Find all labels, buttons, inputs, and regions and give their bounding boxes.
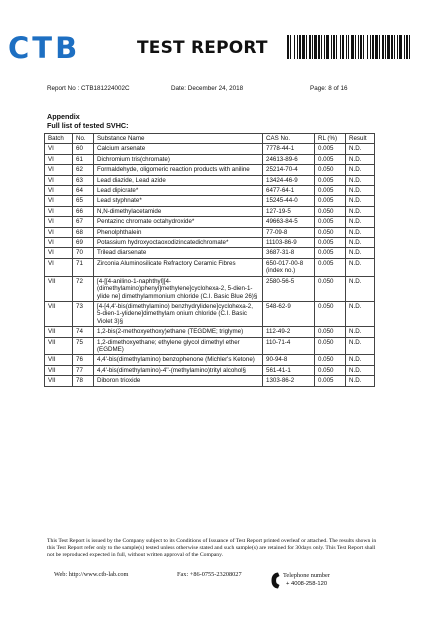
svhc-list-title: Full list of tested SVHC: — [47, 121, 129, 130]
cas-number-cell: 6477-64-1 — [263, 186, 315, 196]
cas-number-cell: 13424-46-9 — [263, 175, 315, 185]
column-header-cas-no: CAS No. — [263, 134, 315, 144]
table-row — [45, 301, 375, 326]
result-cell: N.D. — [346, 144, 375, 154]
cas-number-cell: 90-94-8 — [263, 355, 315, 365]
row-number-cell: 72 — [73, 276, 94, 301]
result-cell: N.D. — [346, 258, 375, 276]
row-number-cell: 78 — [73, 376, 94, 386]
row-batch-cell: VI — [45, 258, 73, 276]
page-number: Page: 8 of 16 — [310, 85, 348, 92]
row-batch-cell: VII — [45, 301, 73, 326]
substance-name-cell: 4,4'-bis(dimethylamino) benzophenone (Michler's Ketone) — [94, 355, 263, 365]
row-number-cell: 60 — [73, 144, 94, 154]
row-number-cell: 67 — [73, 217, 94, 227]
substance-name-cell: N,N-dimethylacetamide — [94, 206, 263, 216]
result-cell: N.D. — [346, 248, 375, 258]
cas-number-cell: 11103-86-9 — [263, 238, 315, 248]
result-cell: N.D. — [346, 276, 375, 301]
rl-value-cell: 0.050 — [315, 276, 346, 301]
row-number-cell: 70 — [73, 248, 94, 258]
report-title: TEST REPORT — [137, 38, 268, 58]
row-number-cell: 65 — [73, 196, 94, 206]
column-header-result: Result — [346, 134, 375, 144]
table-header-row — [45, 134, 375, 144]
result-cell: N.D. — [346, 227, 375, 237]
report-date: Date: December 24, 2018 — [171, 85, 244, 92]
cas-number-cell: 1303-86-2 — [263, 376, 315, 386]
substance-name-cell: Diboron trioxide — [94, 376, 263, 386]
barcode-icon — [287, 35, 413, 59]
rl-value-cell: 0.050 — [315, 227, 346, 237]
rl-value-cell: 0.005 — [315, 186, 346, 196]
row-batch-cell: VI — [45, 206, 73, 216]
substance-name-cell: [4-[4,4'-bis(dimethylamino) benzhydrylidene]cyclohexa-2, 5-dien-1-ylidene]dimethylam onium chloride (C.I. Basic Violet 3)§ — [94, 301, 263, 326]
cas-number-cell: 650-017-00-8 (index no.) — [263, 258, 315, 276]
column-header-batch: Batch — [45, 134, 73, 144]
result-cell: N.D. — [346, 186, 375, 196]
rl-value-cell: 0.050 — [315, 365, 346, 375]
table-row — [45, 165, 375, 175]
cas-number-cell: 49663-84-5 — [263, 217, 315, 227]
row-number-cell: 75 — [73, 337, 94, 355]
report-number: Report No : CTB181224002C — [47, 85, 130, 92]
cas-number-cell: 77-09-8 — [263, 227, 315, 237]
row-batch-cell: VII — [45, 355, 73, 365]
table-row — [45, 376, 375, 386]
row-batch-cell: VI — [45, 238, 73, 248]
cas-number-cell: 3687-31-8 — [263, 248, 315, 258]
cas-number-cell: 15245-44-0 — [263, 196, 315, 206]
substance-name-cell: Dichromium tris(chromate) — [94, 154, 263, 164]
cas-number-cell: 25214-70-4 — [263, 165, 315, 175]
row-number-cell: 76 — [73, 355, 94, 365]
row-number-cell: 61 — [73, 154, 94, 164]
table-row — [45, 365, 375, 375]
cas-number-cell: 2580-56-5 — [263, 276, 315, 301]
result-cell: N.D. — [346, 365, 375, 375]
row-number-cell: 69 — [73, 238, 94, 248]
rl-value-cell: 0.005 — [315, 248, 346, 258]
result-cell: N.D. — [346, 196, 375, 206]
row-batch-cell: VI — [45, 144, 73, 154]
rl-value-cell: 0.050 — [315, 165, 346, 175]
row-number-cell: 74 — [73, 327, 94, 337]
row-batch-cell: VI — [45, 165, 73, 175]
table-row — [45, 217, 375, 227]
substance-name-cell: Lead styphnate* — [94, 196, 263, 206]
substance-name-cell: Lead dipicrate* — [94, 186, 263, 196]
cas-number-cell: 24613-89-6 — [263, 154, 315, 164]
rl-value-cell: 0.005 — [315, 238, 346, 248]
website-text: Web: http://www.ctb-lab.com — [54, 571, 129, 578]
rl-value-cell: 0.005 — [315, 175, 346, 185]
substance-name-cell: Trilead diarsenate — [94, 248, 263, 258]
table-row — [45, 227, 375, 237]
result-cell: N.D. — [346, 154, 375, 164]
cas-number-cell: 561-41-1 — [263, 365, 315, 375]
table-row — [45, 144, 375, 154]
rl-value-cell: 0.005 — [315, 217, 346, 227]
substance-name-cell: Phenolphthalein — [94, 227, 263, 237]
row-number-cell: 64 — [73, 186, 94, 196]
column-header-substance-name: Substance Name — [94, 134, 263, 144]
table-row — [45, 355, 375, 365]
cas-number-cell: 548-62-9 — [263, 301, 315, 326]
rl-value-cell: 0.050 — [315, 206, 346, 216]
result-cell: N.D. — [346, 175, 375, 185]
substance-name-cell: Lead diazide, Lead azide — [94, 175, 263, 185]
result-cell: N.D. — [346, 165, 375, 175]
row-batch-cell: VI — [45, 154, 73, 164]
row-batch-cell: VI — [45, 217, 73, 227]
fax-text: Fax: +86-0755-23208027 — [177, 571, 242, 578]
table-row — [45, 238, 375, 248]
rl-value-cell: 0.050 — [315, 355, 346, 365]
row-batch-cell: VI — [45, 196, 73, 206]
table-row — [45, 196, 375, 206]
row-number-cell: 68 — [73, 227, 94, 237]
appendix-heading: Appendix — [47, 112, 80, 121]
substance-name-cell: 4,4'-bis(dimethylamino)-4''-(methylamino)trityl alcohol§ — [94, 365, 263, 375]
column-header-no: No. — [73, 134, 94, 144]
result-cell: N.D. — [346, 217, 375, 227]
telephone-number: + 4008-258-120 — [286, 581, 328, 587]
table-row — [45, 276, 375, 301]
table-row — [45, 206, 375, 216]
row-batch-cell: VII — [45, 376, 73, 386]
table-row — [45, 186, 375, 196]
substance-name-cell: 1,2-dimethoxyethane; ethylene glycol dimethyl ether (EGDME) — [94, 337, 263, 355]
row-batch-cell: VI — [45, 186, 73, 196]
svhc-table — [44, 133, 375, 387]
row-batch-cell: VI — [45, 175, 73, 185]
table-row — [45, 154, 375, 164]
cas-number-cell: 110-71-4 — [263, 337, 315, 355]
row-number-cell: 73 — [73, 301, 94, 326]
telephone-label: Telephone number — [283, 572, 330, 579]
row-batch-cell: VI — [45, 227, 73, 237]
substance-name-cell: [4-[[4-anilino-1-naphthyl][4-(dimethylamino)phenyl]methylene]cyclohexa-2, 5-dien-1-ylide ne] dimethylammonium chloride (C.I. Basic Blue 26)§ — [94, 276, 263, 301]
result-cell: N.D. — [346, 376, 375, 386]
cas-number-cell: 7778-44-1 — [263, 144, 315, 154]
column-header-rl: RL (%) — [315, 134, 346, 144]
rl-value-cell: 0.005 — [315, 196, 346, 206]
substance-name-cell: 1,2-bis(2-methoxyethoxy)ethane (TEGDME; triglyme) — [94, 327, 263, 337]
rl-value-cell: 0.050 — [315, 327, 346, 337]
table-row — [45, 337, 375, 355]
row-batch-cell: VII — [45, 337, 73, 355]
row-batch-cell: VII — [45, 365, 73, 375]
result-cell: N.D. — [346, 301, 375, 326]
row-batch-cell: VII — [45, 276, 73, 301]
substance-name-cell: Potassium hydroxyoctaoxodizincatedichromate* — [94, 238, 263, 248]
rl-value-cell: 0.005 — [315, 154, 346, 164]
substance-name-cell: Calcium arsenate — [94, 144, 263, 154]
row-batch-cell: VI — [45, 248, 73, 258]
cas-number-cell: 127-19-5 — [263, 206, 315, 216]
rl-value-cell: 0.005 — [315, 144, 346, 154]
ctb-logo: CTB — [8, 31, 81, 65]
row-number-cell: 71 — [73, 258, 94, 276]
rl-value-cell: 0.005 — [315, 376, 346, 386]
row-batch-cell: VII — [45, 327, 73, 337]
cas-number-cell: 112-49-2 — [263, 327, 315, 337]
result-cell: N.D. — [346, 327, 375, 337]
row-number-cell: 77 — [73, 365, 94, 375]
table-row — [45, 327, 375, 337]
substance-name-cell: Pentazinc chromate octahydroxide* — [94, 217, 263, 227]
substance-name-cell: Formaldehyde, oligomeric reaction products with aniline — [94, 165, 263, 175]
disclaimer-text: This Test Report is issued by the Company subject to its Conditions of Issuance of Test Report printed overleaf or attached. The results shown in this Test Report refer only to the sample(s) tested unless otherwise stated and such sample(s) are retained for 30days only. This Test Report shall not be reproduced expected in full, without written approval of the Company. — [47, 538, 377, 558]
result-cell: N.D. — [346, 238, 375, 248]
rl-value-cell: 0.050 — [315, 337, 346, 355]
result-cell: N.D. — [346, 337, 375, 355]
table-row — [45, 175, 375, 185]
table-row — [45, 248, 375, 258]
result-cell: N.D. — [346, 206, 375, 216]
row-number-cell: 63 — [73, 175, 94, 185]
rl-value-cell: 0.005 — [315, 258, 346, 276]
result-cell: N.D. — [346, 355, 375, 365]
row-number-cell: 66 — [73, 206, 94, 216]
row-number-cell: 62 — [73, 165, 94, 175]
substance-name-cell: Zirconia Aluminosilicate Refractory Ceramic Fibres — [94, 258, 263, 276]
rl-value-cell: 0.050 — [315, 301, 346, 326]
telephone-icon — [269, 572, 281, 589]
table-row — [45, 258, 375, 276]
